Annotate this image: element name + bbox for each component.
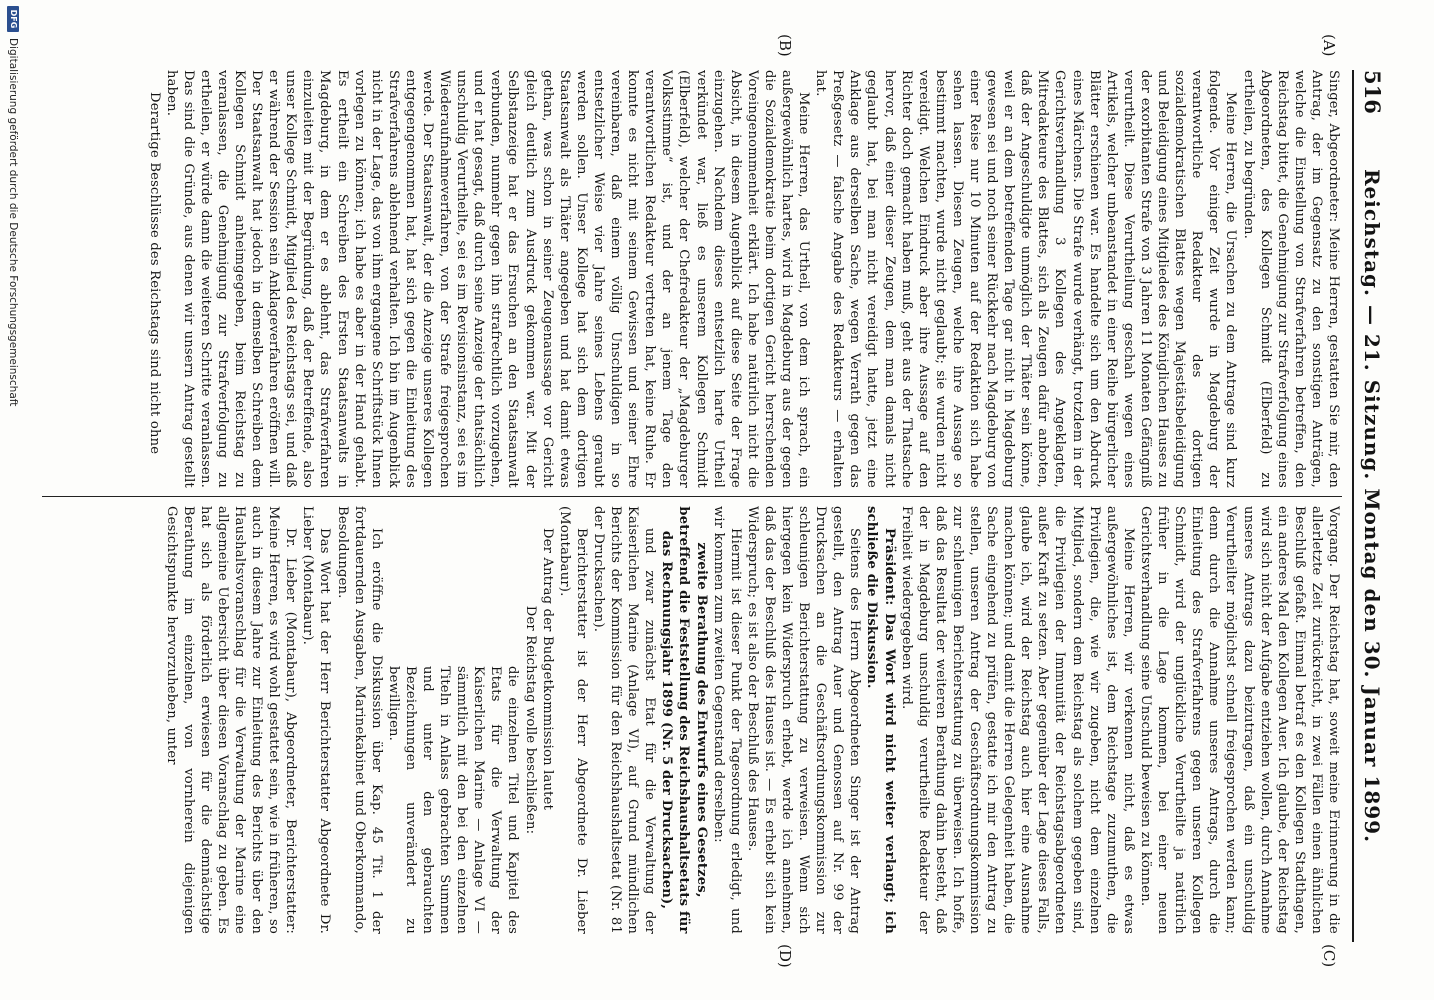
motion-text: die einzelnen Titel und Kapitel des Etats für die Verwaltung der Kaiserlichen Marine — Anlage VI — sämmtlich mit den bei den einzelnen Titeln in Anlass gebrachten Summen und unter den gebrauchten Bezeichnungen unverändert zu bewilligen. bbox=[385, 666, 521, 934]
paragraph: Das Wort hat der Herr Berichterstatter Abgeordnete Dr. Lieber (Montabaur). bbox=[300, 506, 333, 934]
paragraph: Vorgang. Der Reichstag hat, soweit meine Erinnerung in die allerletzte Zeit zurückreicht, in zwei Fällen einen ähnlichen Beschluß gefaßt. Einmal betraf es den Kollegen Stadthagen, ein anderes Mal den Kollegen Auer. Ich glaube, der Reichstag wird sich nicht der Aufgabe entziehen wollen, durch Annahme unseres Antrags dazu beizutragen, daß ein unschuldig Verurtheilter möglichst schnell freigesprochen werden kann; denn durch die Annahme unseres Antrags, durch die Einleitung des Strafverfahrens gegen unseren Kollegen Schmidt, wird der unglückliche Verurtheilte ja natürlich früher in die Lage kommen, bei einer neuen Gerichtsverhandlung seine Unschuld beweisen zu können. bbox=[1137, 506, 1341, 934]
dfg-logo: DFG bbox=[7, 6, 19, 32]
page-number: 516 bbox=[1360, 70, 1385, 114]
column-divider bbox=[42, 496, 1342, 497]
digitization-credit bbox=[0, 0, 26, 1000]
paragraph: Meine Herren, das Urtheil, von dem ich sprach, ein außergewöhnlich hartes, wird in Magdeburg aus der gegen die Sozialdemokratie beim dortigen Gericht herrschenden Voreingenommenheit erklärt. Ich habe natürlich nicht die Absicht, in diesem Augenblick auf diese Seite der Frage einzugehen. Nachdem dieses entsetzlich harte Urtheil verkündet war, ließ es unserem Kollegen Schmidt (Elberfeld), welcher der Chefredakteur der „Magdeburger Volksstimme“ ist, und der an jenem Tage den verantwortlichen Redakteur vertreten hat, keine Ruhe. Er konnte es nicht mit seinem Gewissen und seiner Ehre vereinbaren, daß einem völlig Unschuldigen in so entsetzlicher Weise vier Jahre seines Lebens geraubt werden sollen. Unser Kollege hat sich dem dortigen Staatsanwalt als Thäter angegeben und hat damit etwas gethan, was schon in seiner Zeugenaussage vor Gericht gleich deutlich zum Ausdruck gekommen war. Mit der Selbstanzeige hat er das Ersuchen an den Staatsanwalt verbunden, nunmehr gegen ihn strafrechtlich vorzugehen, und er hat gesagt, daß durch seine Anzeige der thatsächlich unschuldig Verurtheilte, sei es im Revisionsinstanz, sei es im Wiederaufnahmeverfahren, von der Strafe freigesprochen werde. Der Staatsanwalt, der die Anzeige unseres Kollegen entgegengenommen hat, hat sich gegen die Einleitung des Strafverfahrens ablehnend verhalten. Ich bin im Augenblick nicht in der Lage, das von ihm ergangene Schriftstück Ihnen vorlegen zu können; ich habe es aber in der Hand gehabt. Es ertheilt ein Schreiben des Ersten Staatsanwalts in Magdeburg, in dem er es ablehnt, das Strafverfahren einzuleiten mit der Begründung, daß der Betreffende, also unser Kollege Schmidt, Mitglied des Reichstags sei, und daß er während der Session sein Anklageverfahren eröffnen will. Der Staatsanwalt hat jedoch in demselben Schreiben dem Kollegen Schmidt anheimgegeben, beim Reichstag zu veranlassen, die Genehmigung zur Strafverfolgung zu ertheilen, er würde dann die weiteren Schritte veranlassen. Das sind die Gründe, aus denen wir unsern Antrag gestellt haben. bbox=[163, 70, 812, 488]
paragraph: Meine Herren, wir verkennen nicht, daß es etwas außergewöhnliches ist, dem Reichstage zuzumuthen, die Privilegien, die, wie wir zugeben, nicht dem einzelnen Mitglied, sondern dem Reichstag als solchem gegeben sind, die Privilegien der Immunität der Reichstagsabgeordneten außer Kraft zu setzen. Aber gegenüber der Lage dieses Falls, glaube ich, wird der Reichstag auch hier eine Ausnahme machen können; und damit die Herren Gelegenheit haben, die Sache eingehend zu prüfen, gestatte ich mir den Antrag zu stellen, unseren Antrag der Geschäftsordnungskommission zur schleunigen Berichterstattung zu überweisen. Ich hoffe, daß das Resultat der weiteren Berathung dahin besteht, daß der in Magdeburg unschuldig verurtheilte Redakteur der Freiheit wiedergegeben wird. bbox=[898, 506, 1136, 934]
page-title: Reichstag. — 21. Sitzung. Montag den 30. Januar 1899. bbox=[1360, 168, 1384, 844]
agenda-item-title: zweite Berathung des Entwurfs eines Gesetzes, betreffend die Feststellung des Reichshaushaltsetats für das Rechnungsjahr 1899 (Nr. 5 der Drucksachen), bbox=[659, 506, 709, 934]
paragraph: Singer, Abgeordneter: Meine Herren, gestatten Sie mir, den Antrag, der im Gegensatz zu den sonstigen Anträgen, welche die Einstellung von Strafverfahren betreffen, den Reichstag bittet, die Genehmigung zur Strafverfolgung eines Abgeordneten, des Kollegen Schmidt (Elberfeld) zu ertheilen, zu begründen. bbox=[1240, 70, 1341, 488]
motion-intro: Der Reichstag wolle beschließen: bbox=[522, 605, 538, 835]
credit-text: Digitalisierung gefördert durch die Deutsche Forschungsgemeinschaft bbox=[7, 38, 19, 407]
paragraph: Hiermit ist dieser Punkt der Tagesordnung erledigt, und wir kommen zum zweiten Gegenstand derselben: bbox=[710, 506, 743, 934]
left-column bbox=[42, 70, 1342, 488]
paragraph: Dr. Lieber (Montabaur), Abgeordneter, Berichterstatter: Meine Herren, es wird wohl gestattet sein, wie in früheren, so auch in diesem Jahre zur Einleitung des Berichts über den Haushaltsvoranschlag für die Verwaltung der Marine eine allgemeine Uebersicht über diesen Voranschlag zu geben. Es hat sich als förderlich erwiesen für die demnächstige Berathung im einzelnen, von vornherein diejenigen Gesichtspunkte hervorzuheben, unter bbox=[163, 506, 299, 934]
paragraph-president: Präsident: Das Wort wird nicht weiter verlangt; ich schließe die Diskussion. bbox=[864, 506, 897, 934]
paragraph: Seitens des Herrn Abgeordneten Singer ist der Antrag gestellt, den Antrag Auer und Genossen auf Nr. 99 der Drucksachen an die Geschäftsordnungskommission zur schleunigen Berichterstattung zu verweisen. Wenn sich hiergegen kein Widerspruch erhebt, werde ich annehmen, daß das der Beschluß des Hauses ist. — Es erhebt sich kein Widerspruch; es ist also der Beschluß des Hauses. bbox=[744, 506, 863, 934]
right-column bbox=[42, 506, 1342, 934]
margin-marker-d: (D) bbox=[776, 944, 794, 968]
paragraph: Berichterstatter ist der Herr Abgeordnete Dr. Lieber (Montabaur). bbox=[556, 506, 589, 934]
paragraph: Derartige Beschlüsse des Reichstags sind nicht ohne bbox=[146, 92, 162, 455]
paragraph: Meine Herren, die Ursachen zu dem Antrage sind kurz folgende. Vor einiger Zeit wurde in Magdeburg der verantwortliche Redakteur des dortigen sozialdemokratischen Blattes wegen Majestätsbeleidigung und Beleidigung eines Mitgliedes des Königlichen Hauses zu der exorbitanten Strafe von 3 Jahren 11 Monaten Gefängniß verurtheilt. Diese Verurtheilung geschah wegen eines Artikels, welcher unbeanstandet in einer Reihe bürgerlicher Blätter erschienen war. Es handelte sich um den Abdruck eines Märchens. Die Strafe wurde verhängt, trotzdem in der Gerichtsverhandlung 3 Kollegen des Angeklagten, Mitredakteure des Blattes, sich als Zeugen dafür anboten, daß der Angeschuldigte unmöglich der Thäter sein könne, weil er an dem betreffenden Tage gar nicht in Magdeburg gewesen sei und noch seiner Rückkehr nach Magdeburg von einer Reise nur 10 Minuten auf der Redaktion sich habe sehen lassen. Diesen Zeugen, welche ihre Aussage so bestimmt machten, wurde nicht geglaubt; sie wurden nicht vereidigt. Welchen Eindruck aber ihre Aussage auf den Richter doch gemacht haben muß, geht aus der Thatsache hervor, daß einer dieser Zeugen, dem man damals nicht geglaubt hat, bei man nicht vereidigt hatte, jetzt eine Anklage aus derselben Sache, wegen Verrath gegen das Preßgesetz — falsche Angabe des Redakteurs — erhalten hat. bbox=[813, 70, 1239, 488]
paragraph: und zwar zunächst Etat für die Verwaltung der Kaiserlichen Marine (Anlage VI), auf Grund mündlichen Berichts der Kommission für den Reichshaushaltsetat (Nr. 81 der Drucksachen). bbox=[590, 506, 658, 934]
paragraph: Der Antrag der Budgetkommission lautet bbox=[539, 528, 555, 811]
margin-marker-c: (C) bbox=[1320, 944, 1338, 968]
margin-marker-a: (A) bbox=[1320, 34, 1338, 57]
margin-marker-b: (B) bbox=[776, 34, 794, 57]
paragraph: Ich eröffne die Diskussion über Kap. 45 Tit. 1 der fortdauernden Ausgaben, Marinekabinet und Oberkommando, Besoldungen. bbox=[334, 506, 384, 934]
page-header bbox=[1352, 70, 1394, 942]
